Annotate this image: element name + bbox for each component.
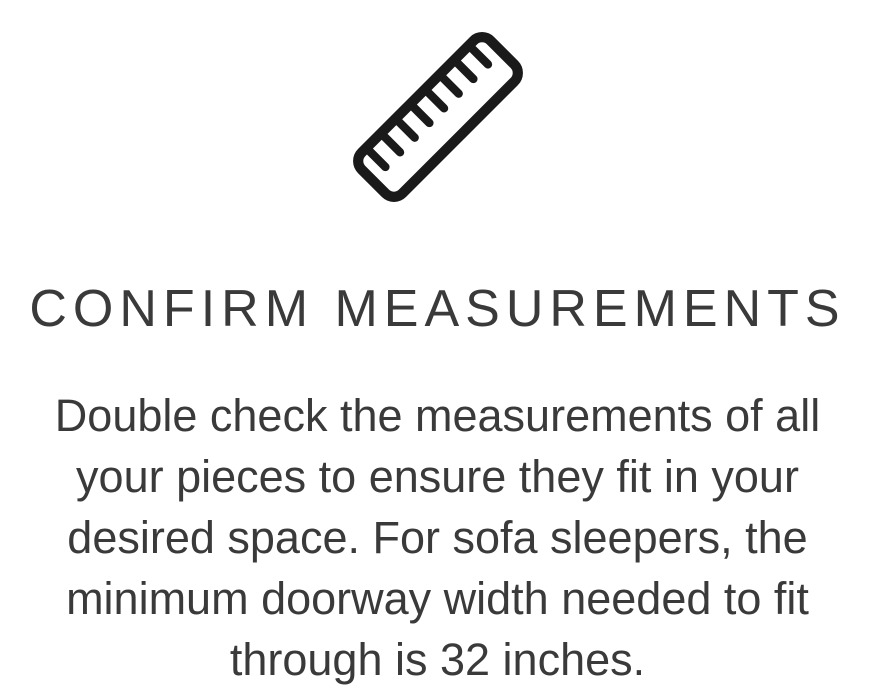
icon-container — [0, 0, 875, 215]
description-line: desired space. For sofa sleepers, the — [67, 512, 808, 563]
description-line: minimum doorway width needed to fit — [66, 573, 809, 624]
section-heading: CONFIRM MEASUREMENTS — [29, 280, 846, 338]
description-line: your pieces to ensure they fit in your — [76, 451, 799, 502]
description-line: through is 32 inches. — [229, 634, 646, 685]
ruler-icon — [345, 24, 531, 210]
section-description — [28, 385, 848, 690]
description-line: Double check the measurements of all — [54, 390, 821, 441]
